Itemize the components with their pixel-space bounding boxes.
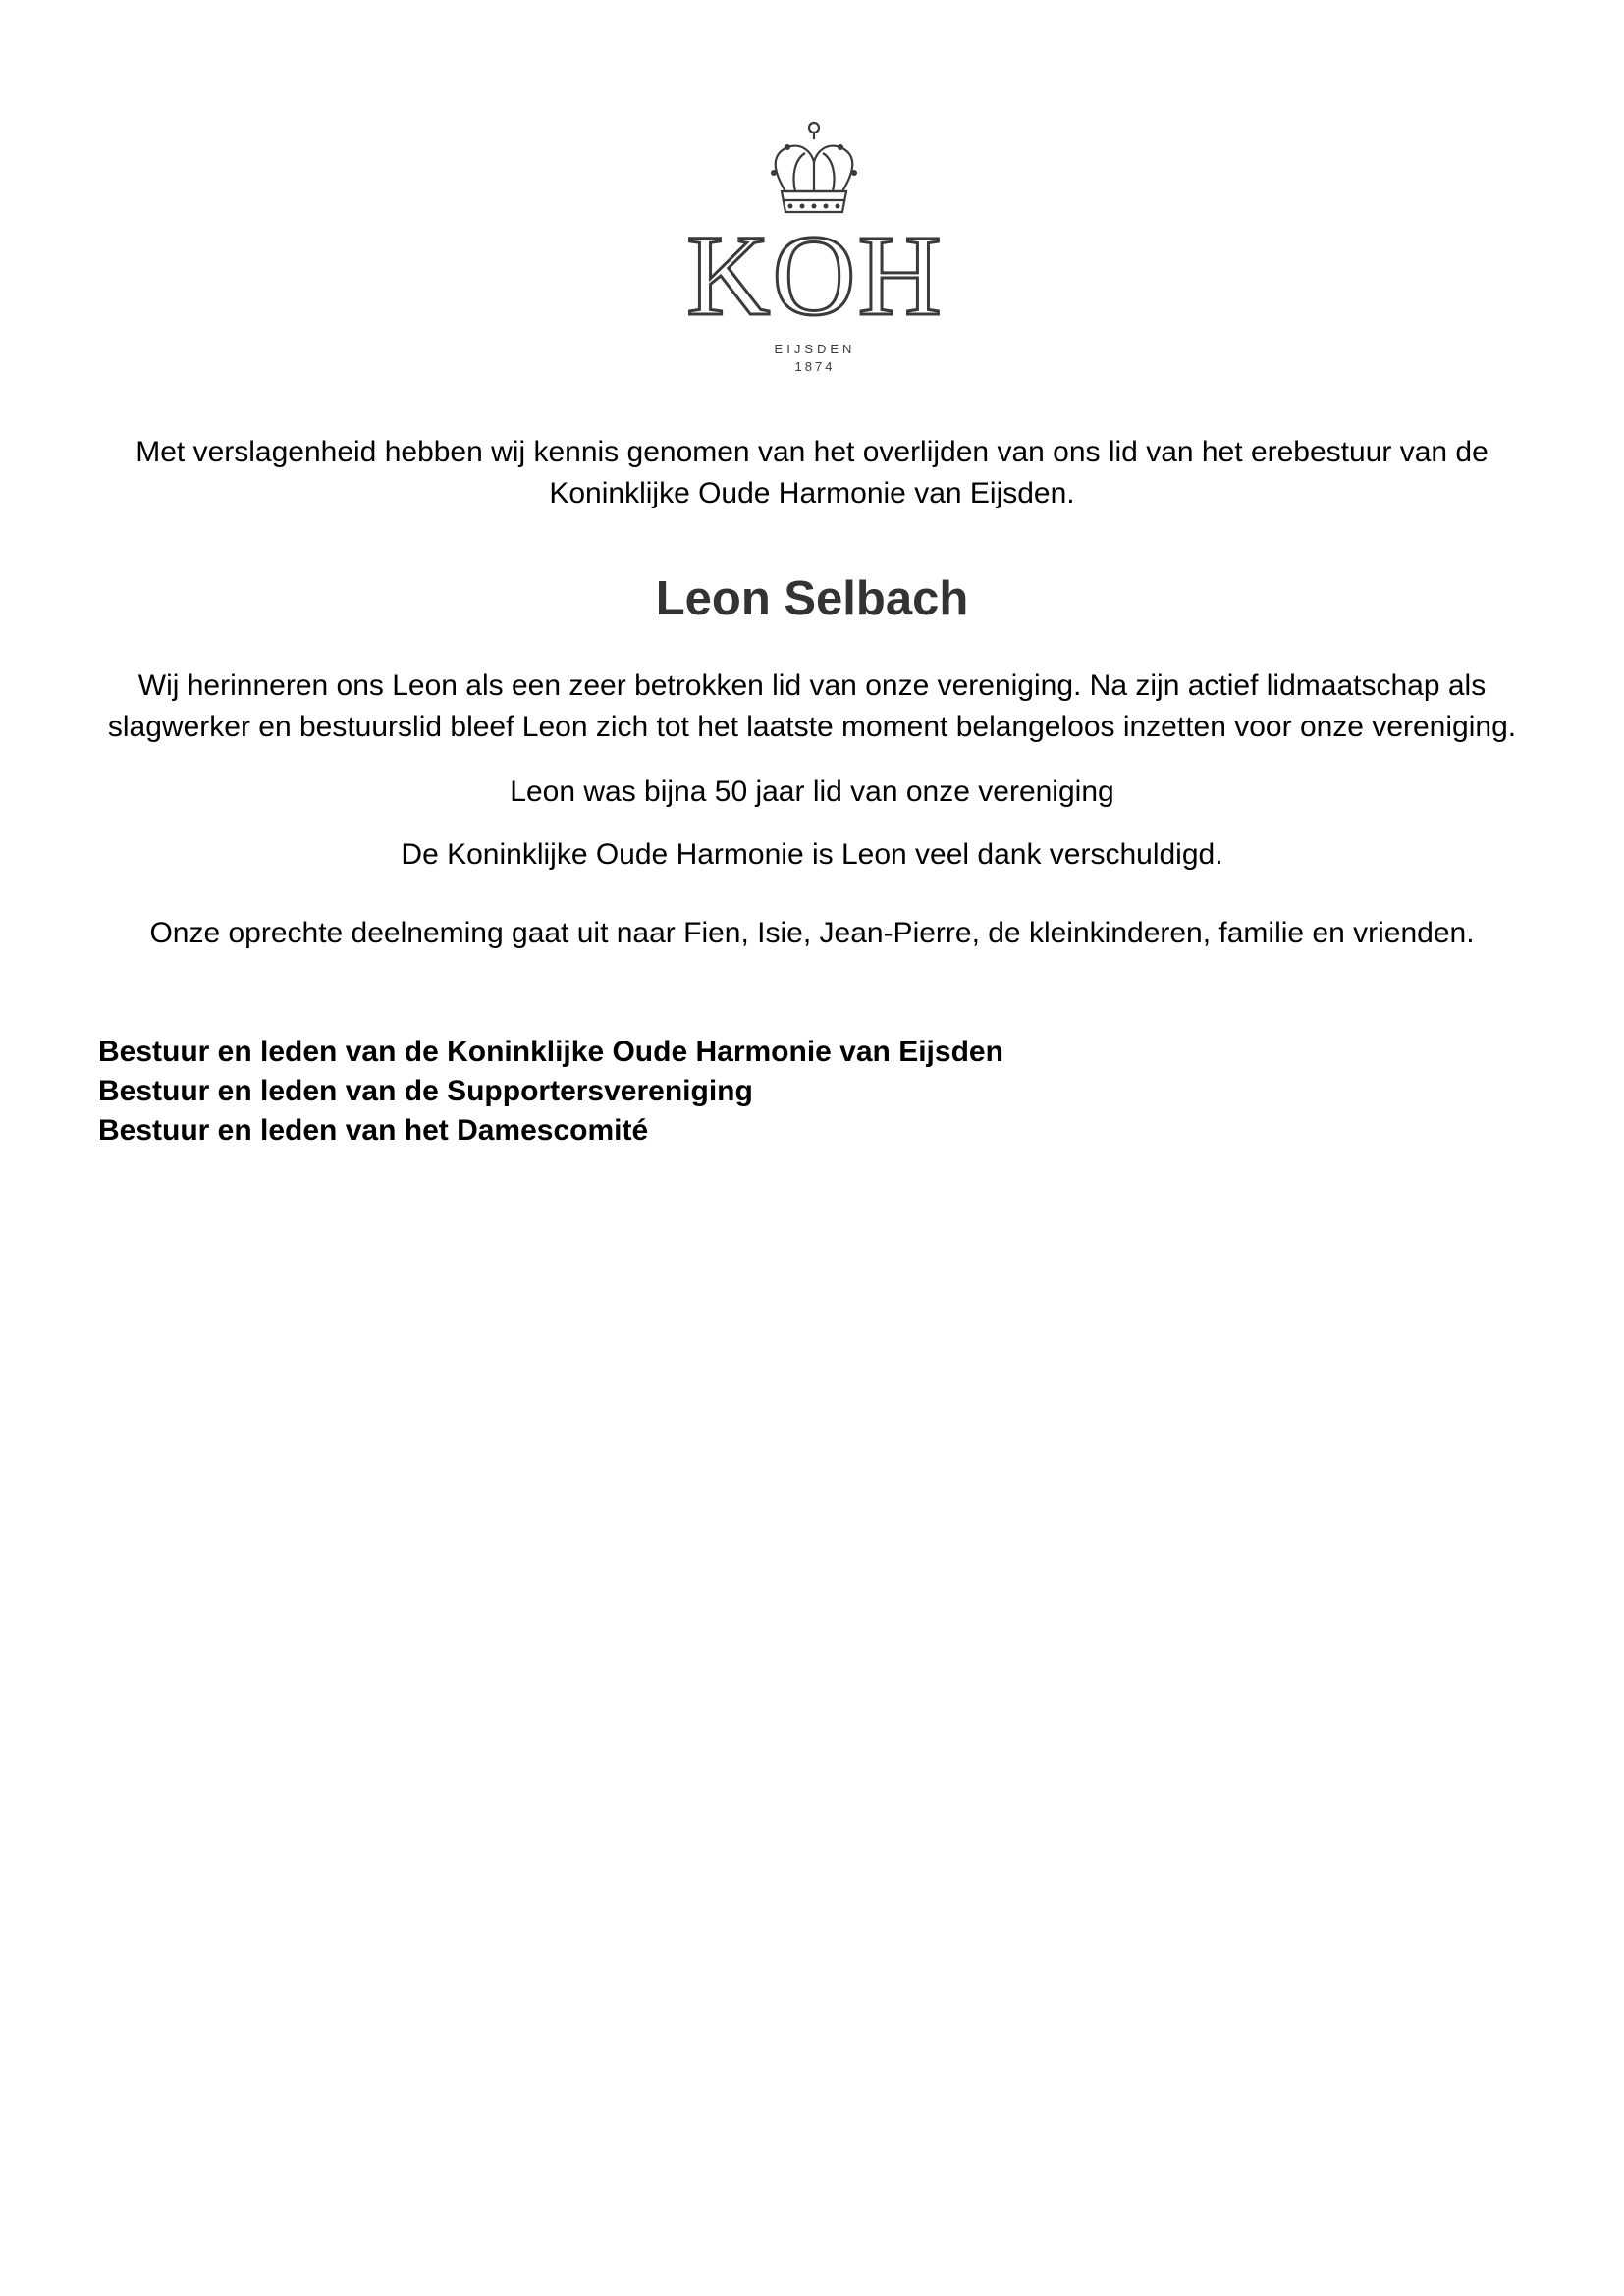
logo-letters: KOH (686, 211, 944, 340)
logo-place: EIJSDEN (774, 342, 856, 356)
koh-logo (648, 118, 1001, 383)
deceased-name: Leon Selbach (655, 572, 969, 625)
signoff-line: Bestuur en leden van de Koninklijke Oude Harmonie van Eijsden (98, 1036, 1003, 1068)
signoff-list (98, 1033, 1003, 1150)
signoff-line: Bestuur en leden van de Supportersvereniging (98, 1075, 753, 1107)
logo-year: 1874 (794, 359, 836, 374)
condolence-text: Onze oprechte deelneming gaat uit naar Fien, Isie, Jean-Pierre, de kleinkinderen, familie en vrienden. (149, 917, 1475, 949)
intro-text (79, 432, 1545, 514)
membership-text: Leon was bijna 50 jaar lid van onze vereniging (510, 775, 1114, 808)
remembrance-line-2: slagwerker en bestuurslid bleef Leon zich tot het laatste moment belangeloos inzetten voor onze vereniging. (107, 711, 1517, 743)
intro-line-2: Koninklijke Oude Harmonie van Eijsden. (549, 477, 1075, 509)
gratitude-text: De Koninklijke Oude Harmonie is Leon veel dank verschuldigd. (401, 838, 1223, 871)
remembrance-line-1: Wij herinneren ons Leon als een zeer betrokken lid van onze vereniging. Na zijn actief lidmaatschap als (137, 669, 1487, 702)
remembrance-text (59, 666, 1565, 748)
crown-logo-icon (648, 118, 1001, 383)
intro-line-1: Met verslagenheid hebben wij kennis genomen van het overlijden van ons lid van het erebestuur van de (135, 436, 1489, 468)
signoff-line: Bestuur en leden van het Damescomité (98, 1114, 649, 1147)
